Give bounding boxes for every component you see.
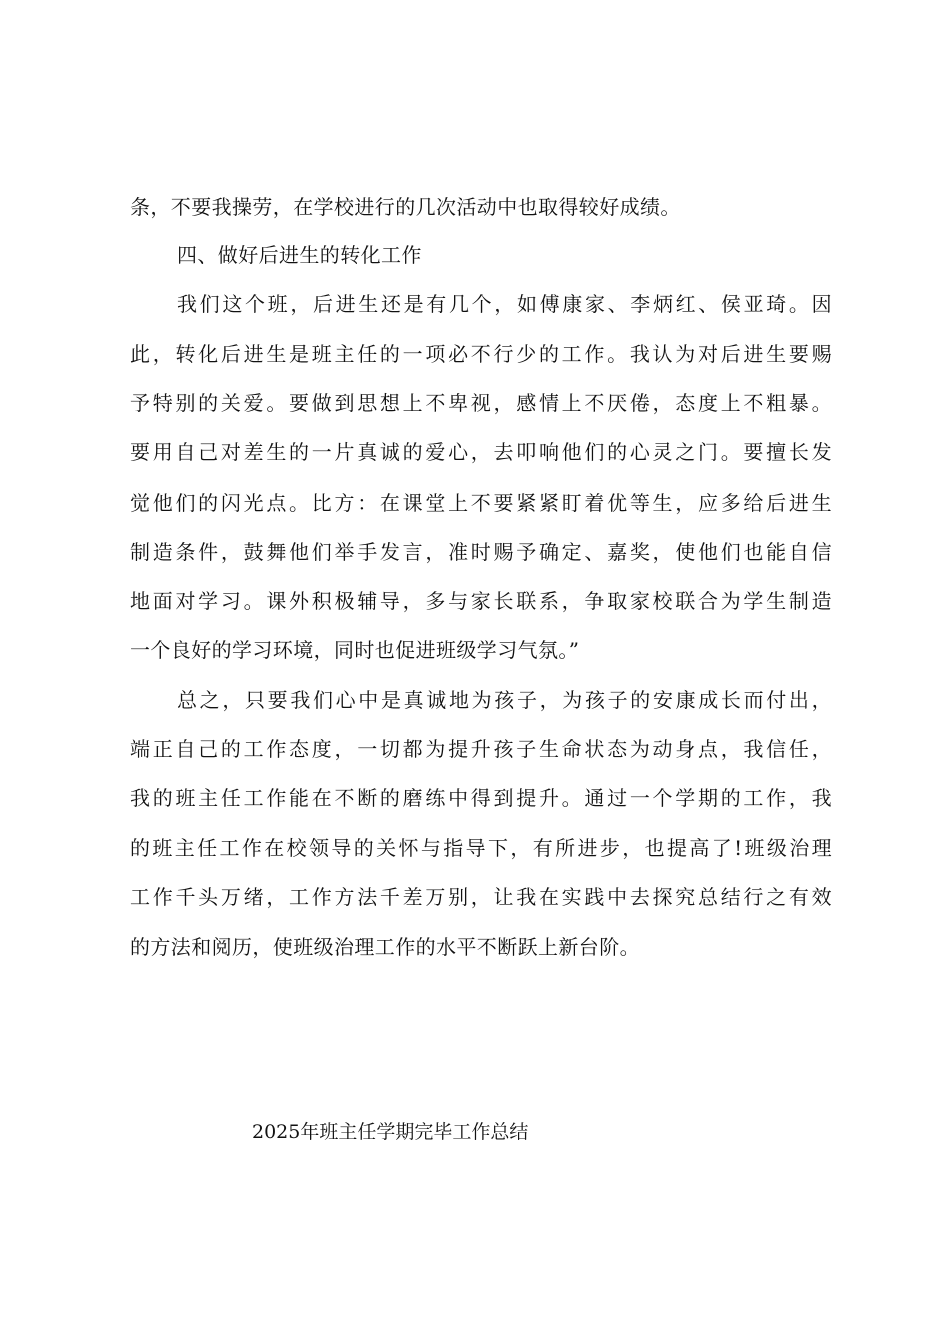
document-title: 2025年班主任学期完毕工作总结 — [252, 1121, 529, 1143]
paragraph-line: 我的班主任工作能在不断的磨练中得到提升。通过一个学期的工作，我 — [130, 786, 832, 810]
paragraph-line: 条，不要我操劳，在学校进行的几次活动中也取得较好成绩。 — [130, 195, 681, 219]
paragraph-line: 一个良好的学习环境，同时也促进班级学习气氛。” — [130, 638, 580, 662]
paragraph-line: 制造条件，鼓舞他们举手发言，准时赐予确定、嘉奖，使他们也能自信 — [130, 540, 832, 564]
paragraph-line: 端正自己的工作态度，一切都为提升孩子生命状态为动身点，我信任， — [130, 737, 832, 761]
paragraph-line: 的方法和阅历，使班级治理工作的水平不断跃上新台阶。 — [130, 935, 640, 959]
paragraph-line: 的班主任工作在校领导的关怀与指导下，有所进步，也提高了!班级治理 — [130, 836, 832, 860]
paragraph-line: 此，转化后进生是班主任的一项必不行少的工作。我认为对后进生要赐 — [130, 342, 832, 366]
section-heading: 四、做好后进生的转化工作 — [177, 243, 422, 267]
paragraph-line: 地面对学习。课外积极辅导，多与家长联系，争取家校联合为学生制造 — [130, 589, 832, 613]
paragraph-line: 觉他们的闪光点。比方：在课堂上不要紧紧盯着优等生，应多给后进生 — [130, 491, 832, 515]
paragraph-line: 要用自己对差生的一片真诚的爱心，去叩响他们的心灵之门。要擅长发 — [130, 440, 832, 464]
paragraph-line: 我们这个班，后进生还是有几个，如傅康家、李炳红、侯亚琦。因 — [177, 292, 832, 316]
paragraph-line: 予特别的关爱。要做到思想上不卑视，感情上不厌倦，态度上不粗暴。 — [130, 391, 832, 415]
paragraph-line: 工作千头万绪，工作方法千差万别，让我在实践中去探究总结行之有效 — [130, 885, 832, 909]
paragraph-line: 总之，只要我们心中是真诚地为孩子，为孩子的安康成长而付出， — [177, 688, 832, 712]
